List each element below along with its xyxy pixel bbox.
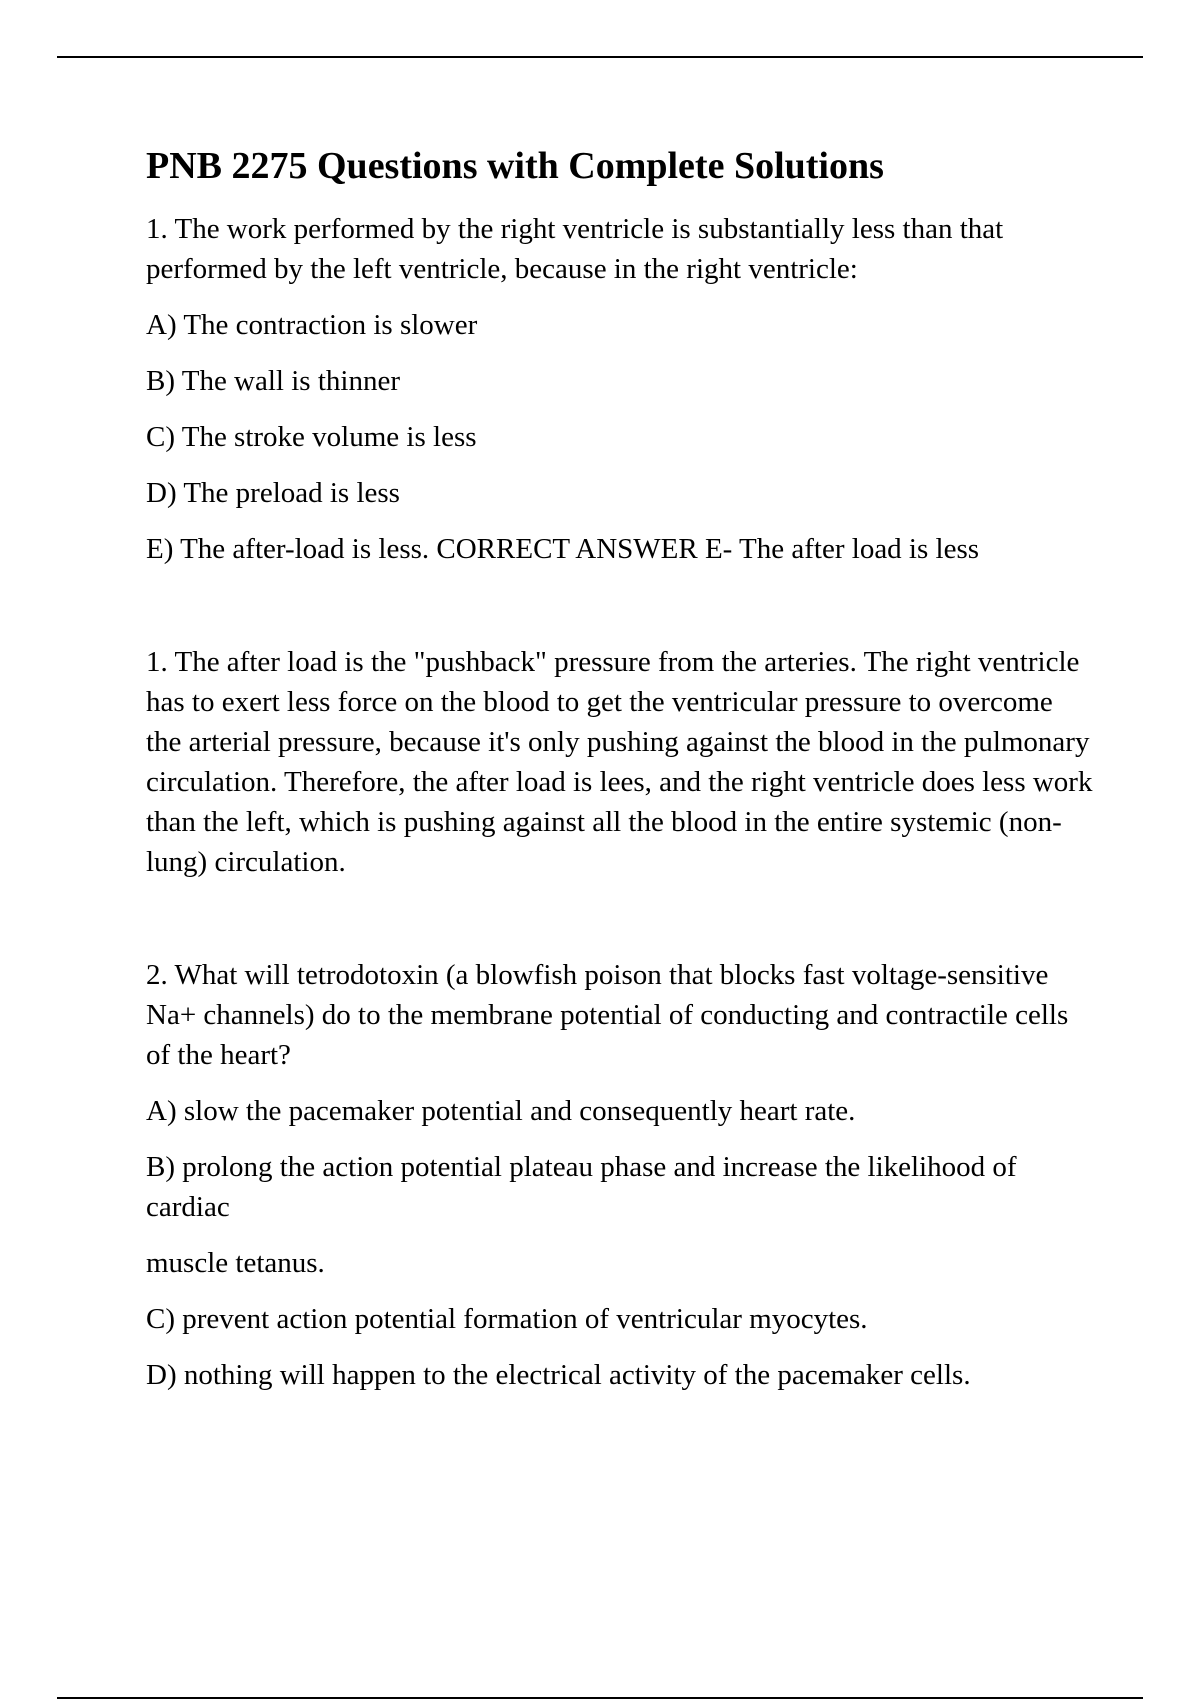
header-rule [57,56,1143,58]
question-1-option-e: E) The after-load is less. CORRECT ANSWER E- The after load is less [146,533,980,565]
question-2-option-b-continued: muscle tetanus. [146,1247,325,1279]
question-1-option-a: A) The contraction is slower [146,309,478,341]
question-2-option-a: A) slow the pacemaker potential and consequently heart rate. [146,1095,856,1127]
document-title: PNB 2275 Questions with Complete Solutions [146,145,884,187]
question-1-explanation: 1. The after load is the "pushback" pressure from the arteries. The right ventricle has to exert less force on the blood to get the ventricular pressure to overcome the arterial pressure, because it's only pushing against the blood in the pulmonary circulation. Therefore, the after load is lees, and the right ventricle does less work than the left, which is pushing against all the blood in the entire systemic (non-lung) circulation. [146,646,1093,878]
footer-rule [57,1697,1143,1699]
document-body [146,143,1094,1395]
question-1-option-c: C) The stroke volume is less [146,421,477,453]
question-1-stem: 1. The work performed by the right ventricle is substantially less than that performed by the left ventricle, because in the right ventricle: [146,213,1004,285]
question-1-option-d: D) The preload is less [146,477,400,509]
question-1-option-b: B) The wall is thinner [146,365,400,397]
question-2-option-d: D) nothing will happen to the electrical activity of the pacemaker cells. [146,1359,971,1391]
question-2-stem: 2. What will tetrodotoxin (a blowfish poison that blocks fast voltage-sensitive Na+ channels) do to the membrane potential of conducting and contractile cells of the heart? [146,959,1069,1071]
question-2-option-b: B) prolong the action potential plateau phase and increase the likelihood of cardiac [146,1151,1017,1223]
question-2-option-c: C) prevent action potential formation of ventricular myocytes. [146,1303,868,1335]
